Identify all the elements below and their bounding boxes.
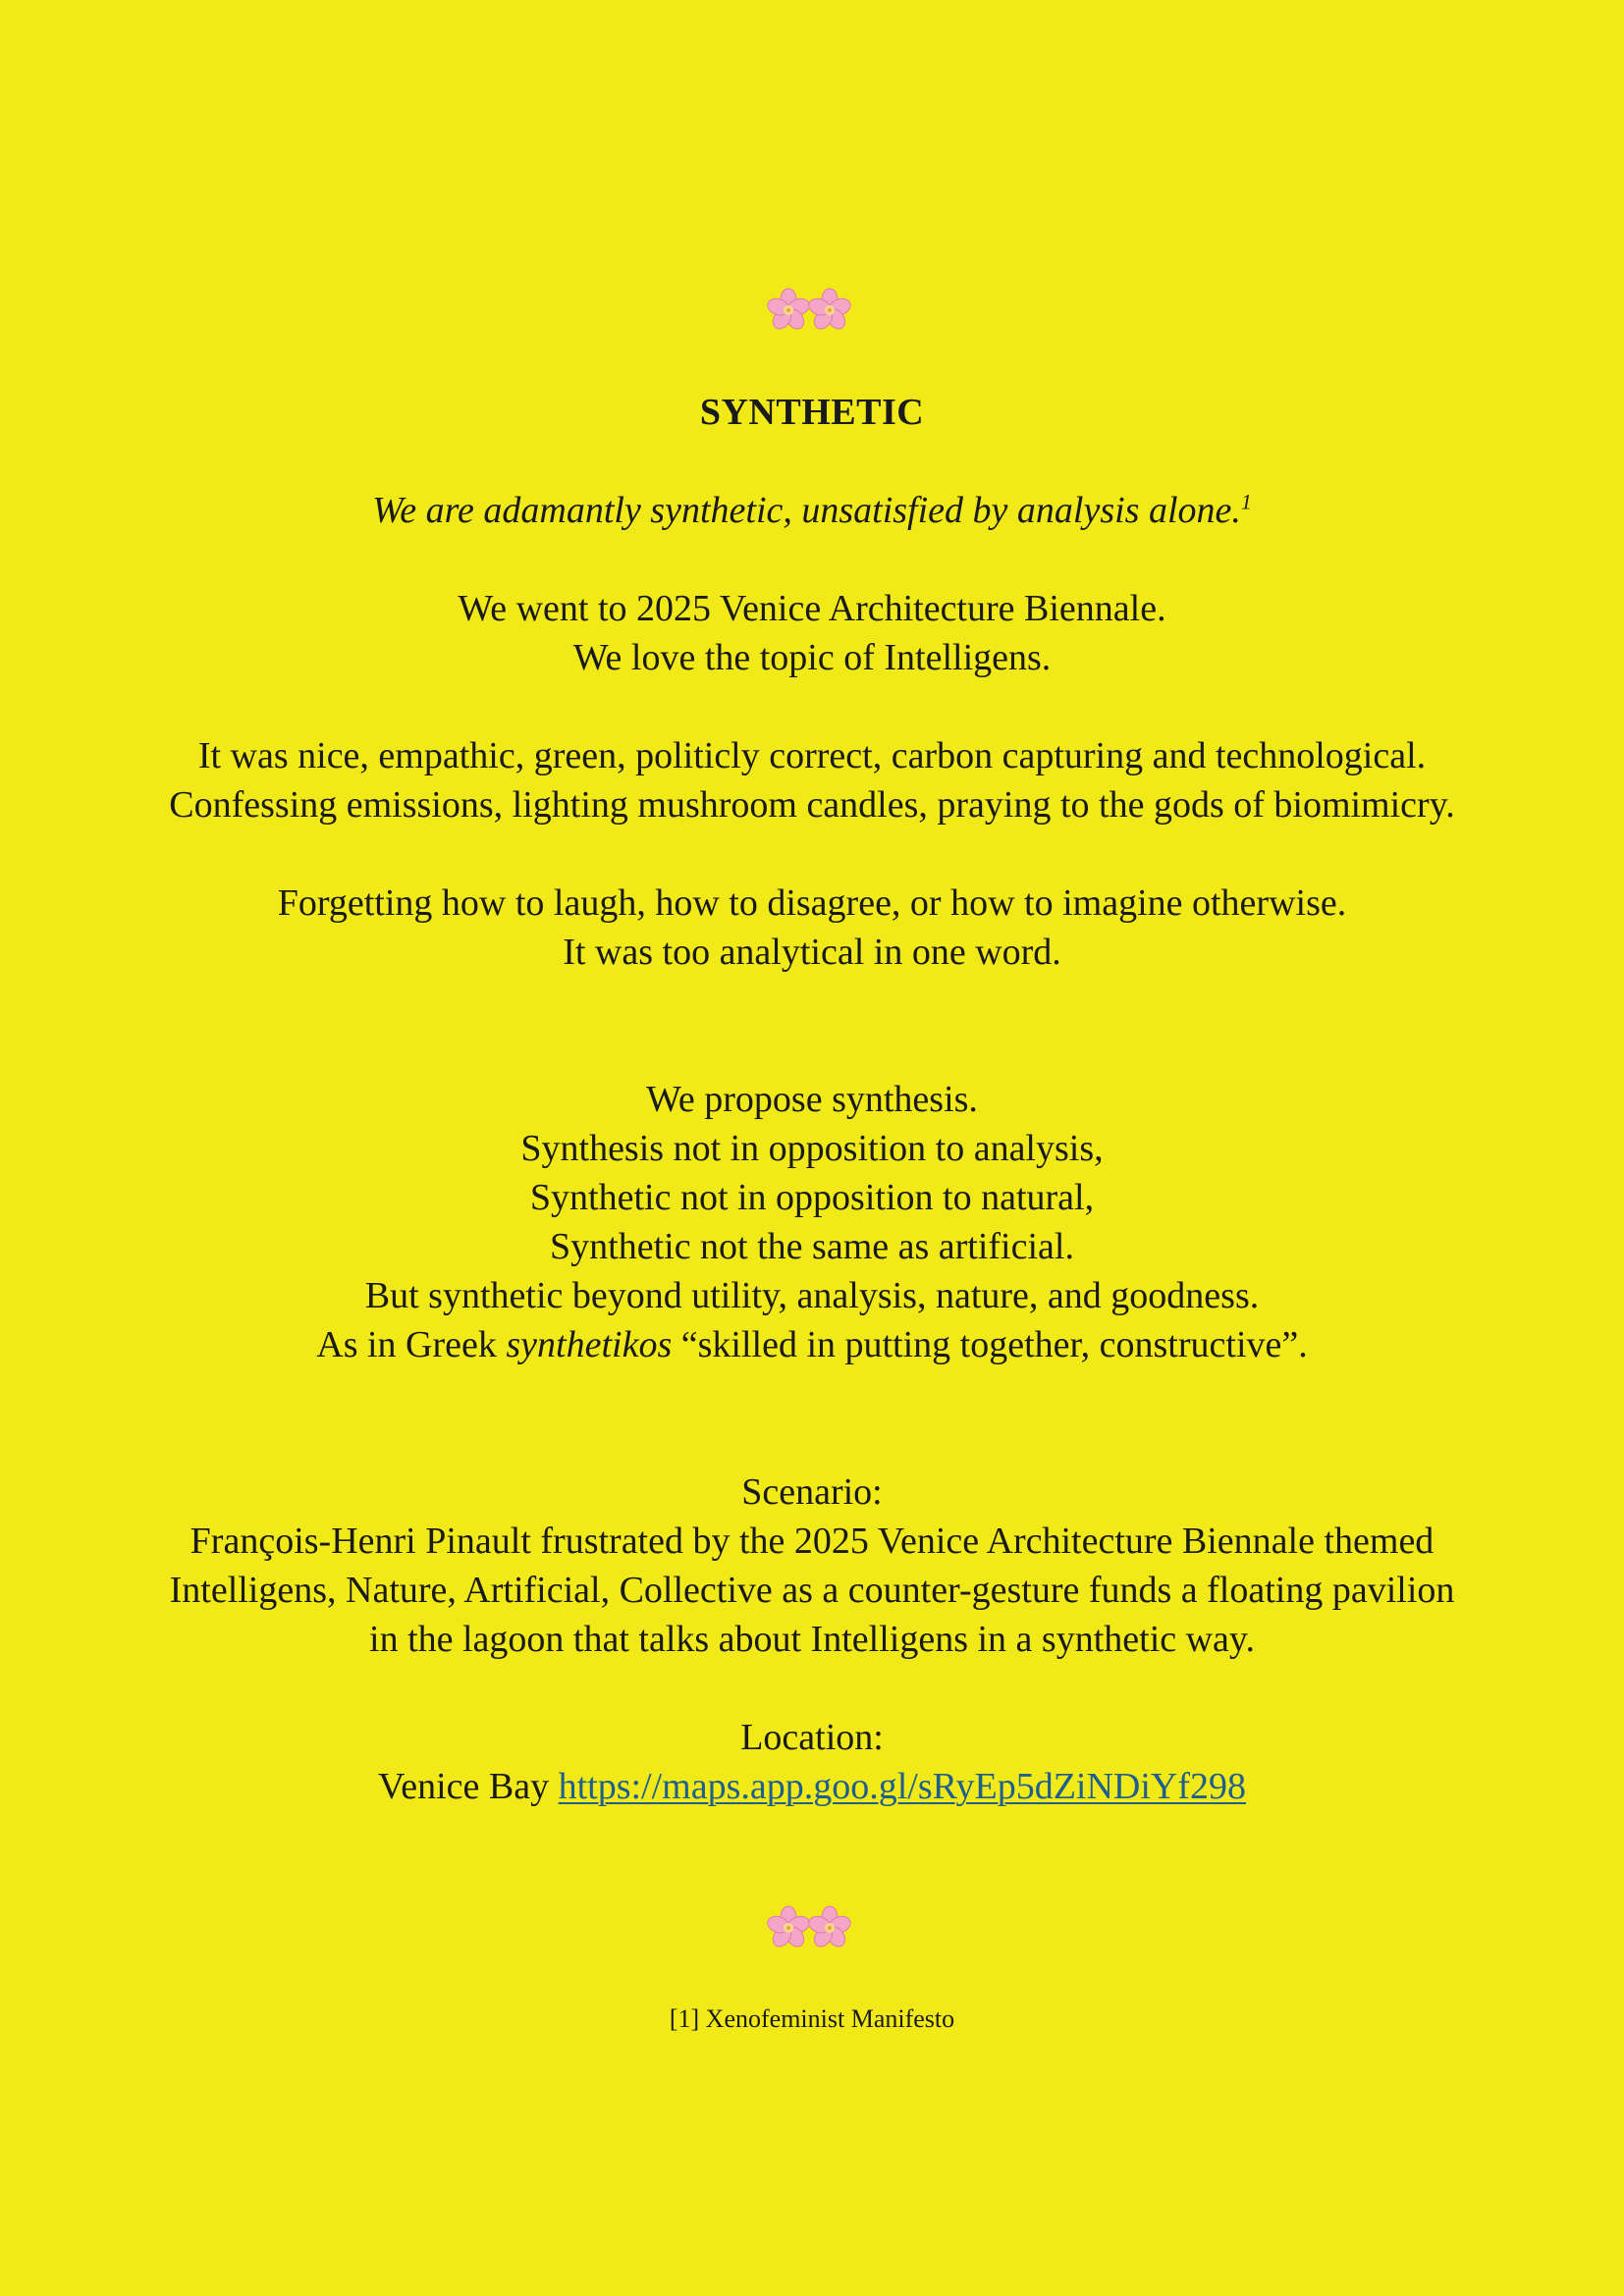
text-line: Synthetic not the same as artificial. — [550, 1226, 1074, 1267]
text-line: We love the topic of Intelligens. — [572, 637, 1052, 678]
text-line: in the lagoon that talks about Intelligens in a synthetic way. — [369, 1619, 1255, 1660]
location-section — [0, 1713, 1624, 1811]
scenario-heading: Scenario: — [741, 1471, 883, 1513]
text-line: Forgetting how to laugh, how to disagree, or how to imagine otherwise. — [277, 882, 1347, 924]
greek-definition-line — [0, 1320, 1624, 1369]
flower-divider-bottom — [0, 1904, 1624, 1953]
footnote-marker: 1 — [1240, 489, 1252, 514]
paragraph-biennale-visit — [0, 584, 1624, 682]
paragraph-critique — [0, 731, 1624, 829]
map-link[interactable]: https://maps.app.goo.gl/sRyEp5dZiNDiYf298 — [558, 1766, 1246, 1807]
paragraph-analytical — [0, 879, 1624, 977]
text-line: But synthetic beyond utility, analysis, nature, and goodness. — [364, 1275, 1260, 1316]
text-line: Confessing emissions, lighting mushroom candles, praying to the gods of biomimicry. — [169, 784, 1455, 826]
epigraph-text: We are adamantly synthetic, unsatisfied by analysis alone. — [372, 490, 1241, 531]
paragraph-synthesis-proposal — [0, 1075, 1624, 1369]
text-line: Synthetic not in opposition to natural, — [529, 1177, 1095, 1218]
text-line: We propose synthesis. — [646, 1079, 978, 1120]
text-line: We went to 2025 Venice Architecture Biennale. — [458, 588, 1166, 629]
text-line: Synthesis not in opposition to analysis, — [520, 1128, 1104, 1169]
footnote: [1] Xenofeminist Manifesto — [669, 2004, 955, 2033]
location-prefix: Venice Bay — [377, 1766, 559, 1807]
greek-prefix: As in Greek — [316, 1324, 507, 1365]
greek-suffix: “skilled in putting together, constructive”. — [672, 1324, 1308, 1365]
text-line: It was too analytical in one word. — [563, 932, 1061, 973]
epigraph — [0, 486, 1624, 535]
page-title: SYNTHETIC — [699, 392, 925, 433]
text-line: François-Henri Pinault frustrated by the 2025 Venice Architecture Biennale themed — [189, 1521, 1435, 1562]
location-line — [0, 1762, 1624, 1811]
cherry-blossom-icon — [765, 1904, 859, 1951]
location-heading: Location: — [740, 1717, 884, 1758]
scenario-section — [0, 1468, 1624, 1664]
greek-term: synthetikos — [506, 1324, 673, 1365]
flower-divider-top — [0, 287, 1624, 336]
text-line: It was nice, empathic, green, politicly correct, carbon capturing and technological. — [197, 735, 1427, 776]
cherry-blossom-icon — [765, 287, 859, 334]
text-line: Intelligens, Nature, Artificial, Collective as a counter-gesture funds a floating pavilion — [169, 1570, 1455, 1611]
